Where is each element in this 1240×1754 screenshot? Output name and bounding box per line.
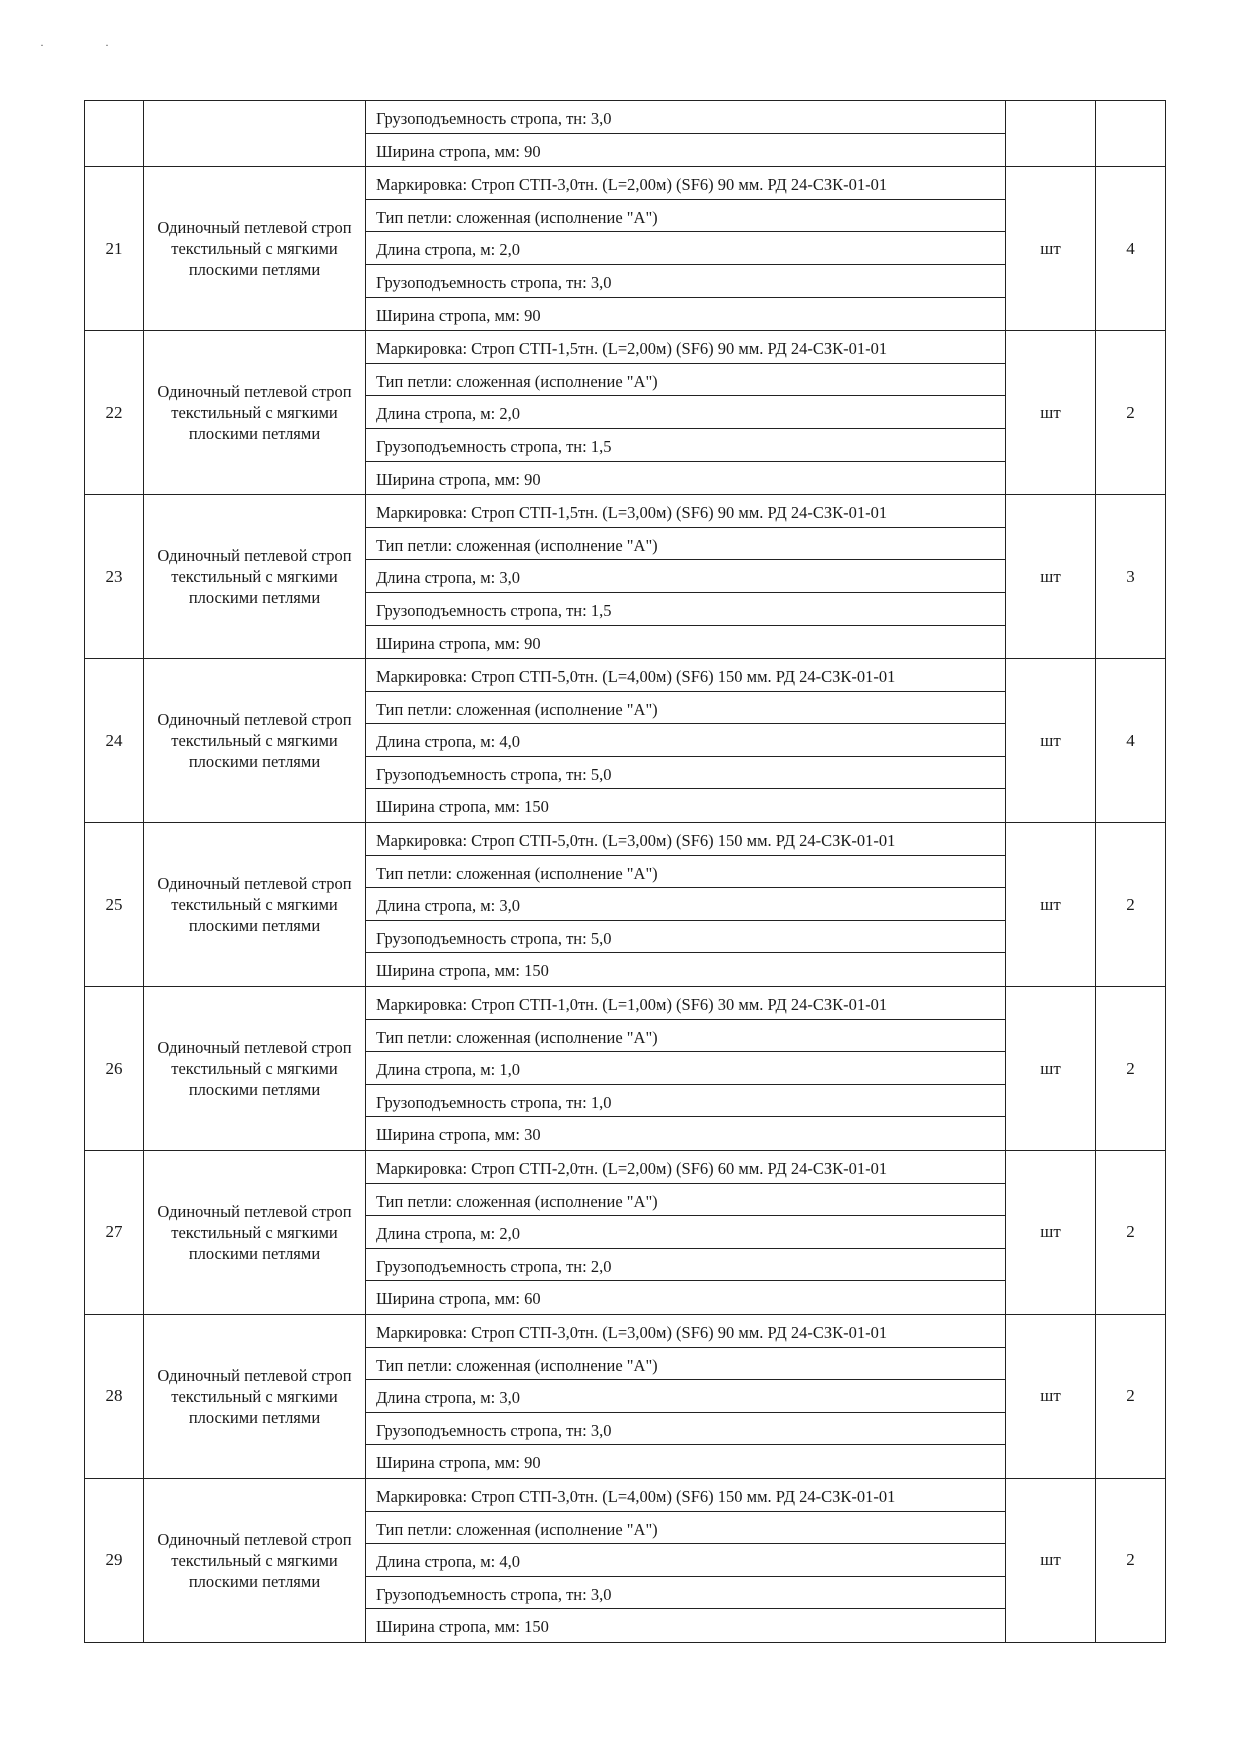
quantity-cell: 2 — [1096, 1151, 1166, 1315]
table-row — [85, 987, 1166, 1151]
row-number — [85, 101, 144, 167]
spec-line: Тип петли: сложенная (исполнение "А") — [366, 1348, 1005, 1381]
spec-line: Ширина стропа, мм: 90 — [376, 633, 541, 653]
item-name-cell — [144, 101, 366, 167]
unit-cell: шт — [1006, 1478, 1096, 1642]
specification-table — [84, 100, 1166, 1643]
quantity-cell: 2 — [1096, 331, 1166, 495]
spec-line: Грузоподъемность стропа, тн: 1,5 — [366, 429, 1005, 462]
table-row — [85, 167, 1166, 331]
spec-list — [366, 659, 1005, 822]
spec-cell — [366, 167, 1006, 331]
spec-list — [366, 167, 1005, 330]
spec-cell — [366, 1151, 1006, 1315]
spec-list — [366, 987, 1005, 1150]
spec-cell — [366, 823, 1006, 987]
spec-line: Грузоподъемность стропа, тн: 2,0 — [366, 1249, 1005, 1282]
spec-line: Грузоподъемность стропа, тн: 3,0 — [366, 1413, 1005, 1446]
spec-cell — [366, 1478, 1006, 1642]
spec-line: Тип петли: сложенная (исполнение "А") — [366, 200, 1005, 233]
unit-cell: шт — [1006, 167, 1096, 331]
unit-cell: шт — [1006, 1314, 1096, 1478]
spec-line: Маркировка: Строп СТП-1,0тн. (L=1,00м) (SF6) 30 мм. РД 24-СЗК-01-01 — [366, 987, 1005, 1020]
spec-line: Длина стропа, м: 1,0 — [366, 1052, 1005, 1085]
table-row — [85, 101, 1166, 167]
item-name-cell — [144, 1151, 366, 1315]
item-name: Одиночный петлевой строп текстильный с мягкими плоскими петлями — [157, 1201, 352, 1263]
spec-cell — [366, 659, 1006, 823]
spec-list — [366, 1151, 1005, 1314]
spec-line: Ширина стропа, мм: 90 — [376, 469, 541, 489]
item-name: Одиночный петлевой строп текстильный с мягкими плоскими петлями — [157, 1365, 352, 1427]
item-name-cell — [144, 1314, 366, 1478]
item-name-cell — [144, 331, 366, 495]
quantity-cell — [1096, 101, 1166, 167]
quantity-cell: 2 — [1096, 823, 1166, 987]
item-name: Одиночный петлевой строп текстильный с мягкими плоскими петлями — [157, 546, 352, 608]
item-name-cell — [144, 495, 366, 659]
unit-cell: шт — [1006, 331, 1096, 495]
spec-list — [366, 1479, 1005, 1642]
spec-line: Ширина стропа, мм: 150 — [376, 961, 549, 981]
spec-line: Маркировка: Строп СТП-5,0тн. (L=4,00м) (SF6) 150 мм. РД 24-СЗК-01-01 — [366, 659, 1005, 692]
spec-line: Тип петли: сложенная (исполнение "А") — [366, 1020, 1005, 1053]
spec-list — [366, 101, 1005, 166]
quantity-cell: 2 — [1096, 1478, 1166, 1642]
spec-cell — [366, 1314, 1006, 1478]
row-number: 25 — [85, 823, 144, 987]
quantity-cell: 2 — [1096, 987, 1166, 1151]
item-name: Одиночный петлевой строп текстильный с мягкими плоскими петлями — [157, 874, 352, 936]
item-name-cell — [144, 167, 366, 331]
spec-line: Длина стропа, м: 2,0 — [366, 232, 1005, 265]
table-row — [85, 1478, 1166, 1642]
spec-line: Длина стропа, м: 3,0 — [366, 560, 1005, 593]
quantity-cell: 4 — [1096, 167, 1166, 331]
spec-list — [366, 1315, 1005, 1478]
spec-line: Тип петли: сложенная (исполнение "А") — [366, 1184, 1005, 1217]
quantity-cell: 3 — [1096, 495, 1166, 659]
spec-line: Грузоподъемность стропа, тн: 3,0 — [366, 101, 1005, 134]
spec-line: Длина стропа, м: 2,0 — [366, 1216, 1005, 1249]
row-number: 24 — [85, 659, 144, 823]
item-name: Одиночный петлевой строп текстильный с мягкими плоскими петлями — [157, 382, 352, 444]
item-name: Одиночный петлевой строп текстильный с мягкими плоскими петлями — [157, 1038, 352, 1100]
table-row — [85, 495, 1166, 659]
spec-line: Тип петли: сложенная (исполнение "А") — [366, 856, 1005, 889]
spec-cell — [366, 987, 1006, 1151]
spec-cell — [366, 495, 1006, 659]
unit-cell: шт — [1006, 495, 1096, 659]
spec-line: Тип петли: сложенная (исполнение "А") — [366, 364, 1005, 397]
row-number: 29 — [85, 1478, 144, 1642]
row-number: 28 — [85, 1314, 144, 1478]
scan-speck: · — [40, 38, 44, 52]
spec-line: Ширина стропа, мм: 150 — [376, 1617, 549, 1637]
quantity-cell: 4 — [1096, 659, 1166, 823]
unit-cell: шт — [1006, 823, 1096, 987]
spec-line: Маркировка: Строп СТП-3,0тн. (L=3,00м) (SF6) 90 мм. РД 24-СЗК-01-01 — [366, 1315, 1005, 1348]
table-body — [85, 101, 1166, 1643]
row-number: 23 — [85, 495, 144, 659]
row-number: 21 — [85, 167, 144, 331]
spec-line: Грузоподъемность стропа, тн: 3,0 — [366, 265, 1005, 298]
spec-line: Длина стропа, м: 4,0 — [366, 724, 1005, 757]
quantity-cell: 2 — [1096, 1314, 1166, 1478]
unit-cell — [1006, 101, 1096, 167]
spec-line: Ширина стропа, мм: 150 — [376, 797, 549, 817]
spec-line: Маркировка: Строп СТП-2,0тн. (L=2,00м) (SF6) 60 мм. РД 24-СЗК-01-01 — [366, 1151, 1005, 1184]
spec-line: Маркировка: Строп СТП-3,0тн. (L=2,00м) (SF6) 90 мм. РД 24-СЗК-01-01 — [366, 167, 1005, 200]
table-row — [85, 823, 1166, 987]
spec-cell — [366, 331, 1006, 495]
spec-line: Грузоподъемность стропа, тн: 3,0 — [366, 1577, 1005, 1610]
spec-line: Грузоподъемность стропа, тн: 1,0 — [366, 1085, 1005, 1118]
spec-list — [366, 495, 1005, 658]
spec-line: Маркировка: Строп СТП-1,5тн. (L=3,00м) (SF6) 90 мм. РД 24-СЗК-01-01 — [366, 495, 1005, 528]
spec-line: Маркировка: Строп СТП-3,0тн. (L=4,00м) (SF6) 150 мм. РД 24-СЗК-01-01 — [366, 1479, 1005, 1512]
table-row — [85, 1314, 1166, 1478]
spec-line: Маркировка: Строп СТП-5,0тн. (L=3,00м) (SF6) 150 мм. РД 24-СЗК-01-01 — [366, 823, 1005, 856]
spec-line: Грузоподъемность стропа, тн: 1,5 — [366, 593, 1005, 626]
spec-cell — [366, 101, 1006, 167]
spec-line: Длина стропа, м: 4,0 — [366, 1544, 1005, 1577]
spec-list — [366, 331, 1005, 494]
table-row — [85, 659, 1166, 823]
spec-line: Длина стропа, м: 3,0 — [366, 888, 1005, 921]
item-name: Одиночный петлевой строп текстильный с мягкими плоскими петлями — [157, 1529, 352, 1591]
table-row — [85, 331, 1166, 495]
unit-cell: шт — [1006, 1151, 1096, 1315]
spec-line: Ширина стропа, мм: 90 — [376, 305, 541, 325]
spec-line: Ширина стропа, мм: 60 — [376, 1289, 541, 1309]
scan-speck: · — [105, 38, 109, 52]
spec-line: Ширина стропа, мм: 90 — [376, 141, 541, 161]
spec-line: Грузоподъемность стропа, тн: 5,0 — [366, 757, 1005, 790]
unit-cell: шт — [1006, 659, 1096, 823]
spec-line: Ширина стропа, мм: 90 — [376, 1453, 541, 1473]
spec-list — [366, 823, 1005, 986]
item-name: Одиночный петлевой строп текстильный с мягкими плоскими петлями — [157, 218, 352, 280]
item-name-cell — [144, 987, 366, 1151]
item-name-cell — [144, 1478, 366, 1642]
spec-line: Длина стропа, м: 3,0 — [366, 1380, 1005, 1413]
item-name-cell — [144, 659, 366, 823]
row-number: 26 — [85, 987, 144, 1151]
spec-line: Длина стропа, м: 2,0 — [366, 396, 1005, 429]
item-name-cell — [144, 823, 366, 987]
unit-cell: шт — [1006, 987, 1096, 1151]
spec-line: Тип петли: сложенная (исполнение "А") — [366, 692, 1005, 725]
spec-line: Ширина стропа, мм: 30 — [376, 1125, 541, 1145]
item-name: Одиночный петлевой строп текстильный с мягкими плоскими петлями — [157, 710, 352, 772]
spec-line: Тип петли: сложенная (исполнение "А") — [366, 528, 1005, 561]
spec-line: Маркировка: Строп СТП-1,5тн. (L=2,00м) (SF6) 90 мм. РД 24-СЗК-01-01 — [366, 331, 1005, 364]
table-row — [85, 1151, 1166, 1315]
spec-line: Тип петли: сложенная (исполнение "А") — [366, 1512, 1005, 1545]
row-number: 27 — [85, 1151, 144, 1315]
row-number: 22 — [85, 331, 144, 495]
spec-line: Грузоподъемность стропа, тн: 5,0 — [366, 921, 1005, 954]
